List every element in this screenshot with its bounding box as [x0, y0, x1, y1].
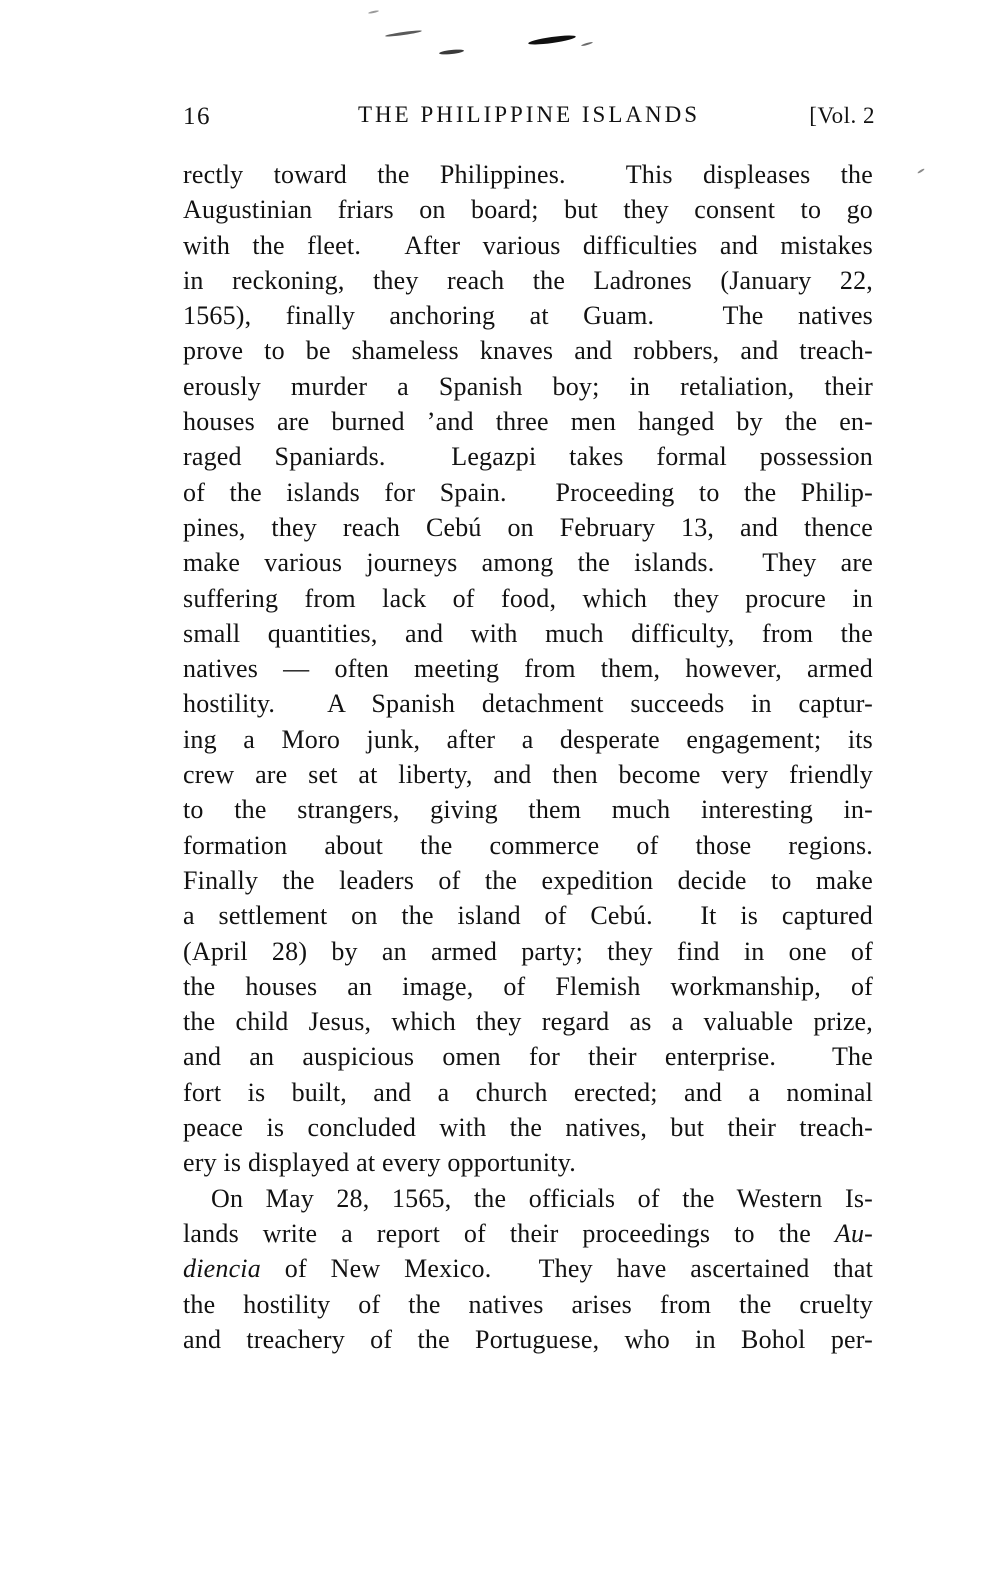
text-line: formation about the commerce of those regions.: [183, 830, 873, 860]
text-line: Finally the leaders of the expedition decide to make: [183, 865, 873, 895]
text-line: Augustinian friars on board; but they consent to go: [183, 195, 873, 225]
text-line: suffering from lack of food, which they procure in: [183, 583, 873, 613]
scan-artifact: [368, 10, 379, 14]
text-line: fort is built, and a church erected; and a nominal: [183, 1077, 873, 1107]
text-line: pines, they reach Cebú on February 13, and thence: [183, 512, 873, 542]
text-line: small quantities, and with much difficulty, from the: [183, 618, 873, 648]
text-line: raged Spaniards. Legazpi takes formal possession: [183, 442, 873, 472]
text-line: of the islands for Spain. Proceeding to the Philip-: [183, 477, 873, 507]
text-line: houses are burned ’and three men hanged by the en-: [183, 407, 873, 437]
text-line: hostility. A Spanish detachment succeeds in captur-: [183, 689, 873, 719]
text-line: erously murder a Spanish boy; in retaliation, their: [183, 371, 873, 401]
scan-artifact: [581, 41, 593, 46]
text-line: 1565), finally anchoring at Guam. The natives: [183, 301, 873, 331]
text-line: a settlement on the island of Cebú. It is captured: [183, 901, 873, 931]
text-line: On May 28, 1565, the officials of the Western Is-: [211, 1183, 873, 1213]
text-line: prove to be shameless knaves and robbers, and treach-: [183, 336, 873, 366]
text-line: make various journeys among the islands. They are: [183, 548, 873, 578]
text-line: (April 28) by an armed party; they find in one of: [183, 936, 873, 966]
text-block: [183, 157, 873, 1357]
text-line: crew are set at liberty, and then become very friendly: [183, 760, 873, 790]
running-head: [183, 100, 875, 130]
text-line: to the strangers, giving them much interesting in-: [183, 795, 873, 825]
scan-artifact: [917, 168, 925, 174]
page-number: 16: [183, 103, 211, 130]
scan-artifact: [385, 29, 422, 37]
text-line: ing a Moro junk, after a desperate engagement; its: [183, 724, 873, 754]
text-line: the hostility of the natives arises from the cruelty: [183, 1289, 873, 1319]
text-line: and treachery of the Portuguese, who in Bohol per-: [183, 1324, 873, 1354]
text-line: peace is concluded with the natives, but their treach-: [183, 1113, 873, 1143]
text-line: in reckoning, they reach the Ladrones (January 22,: [183, 265, 873, 295]
text-line: ery is displayed at every opportunity.: [183, 1148, 576, 1178]
scan-artifact: [439, 49, 464, 56]
running-title: THE PHILIPPINE ISLANDS: [358, 102, 700, 127]
text-line: the child Jesus, which they regard as a valuable prize,: [183, 1007, 873, 1037]
text-line: natives — often meeting from them, however, armed: [183, 654, 873, 684]
text-line: and an auspicious omen for their enterprise. The: [183, 1042, 873, 1072]
text-line: with the fleet. After various difficulties and mistakes: [183, 230, 873, 260]
text-line: rectly toward the Philippines. This displeases the: [183, 160, 873, 189]
text-line: the houses an image, of Flemish workmanship, of: [183, 971, 873, 1001]
text-line: diencia of New Mexico. They have ascertained that: [183, 1254, 873, 1284]
scan-artifact: [528, 34, 576, 47]
text-line: lands write a report of their proceedings to the Au-: [183, 1218, 873, 1248]
volume-label: [Vol. 2: [809, 103, 875, 128]
